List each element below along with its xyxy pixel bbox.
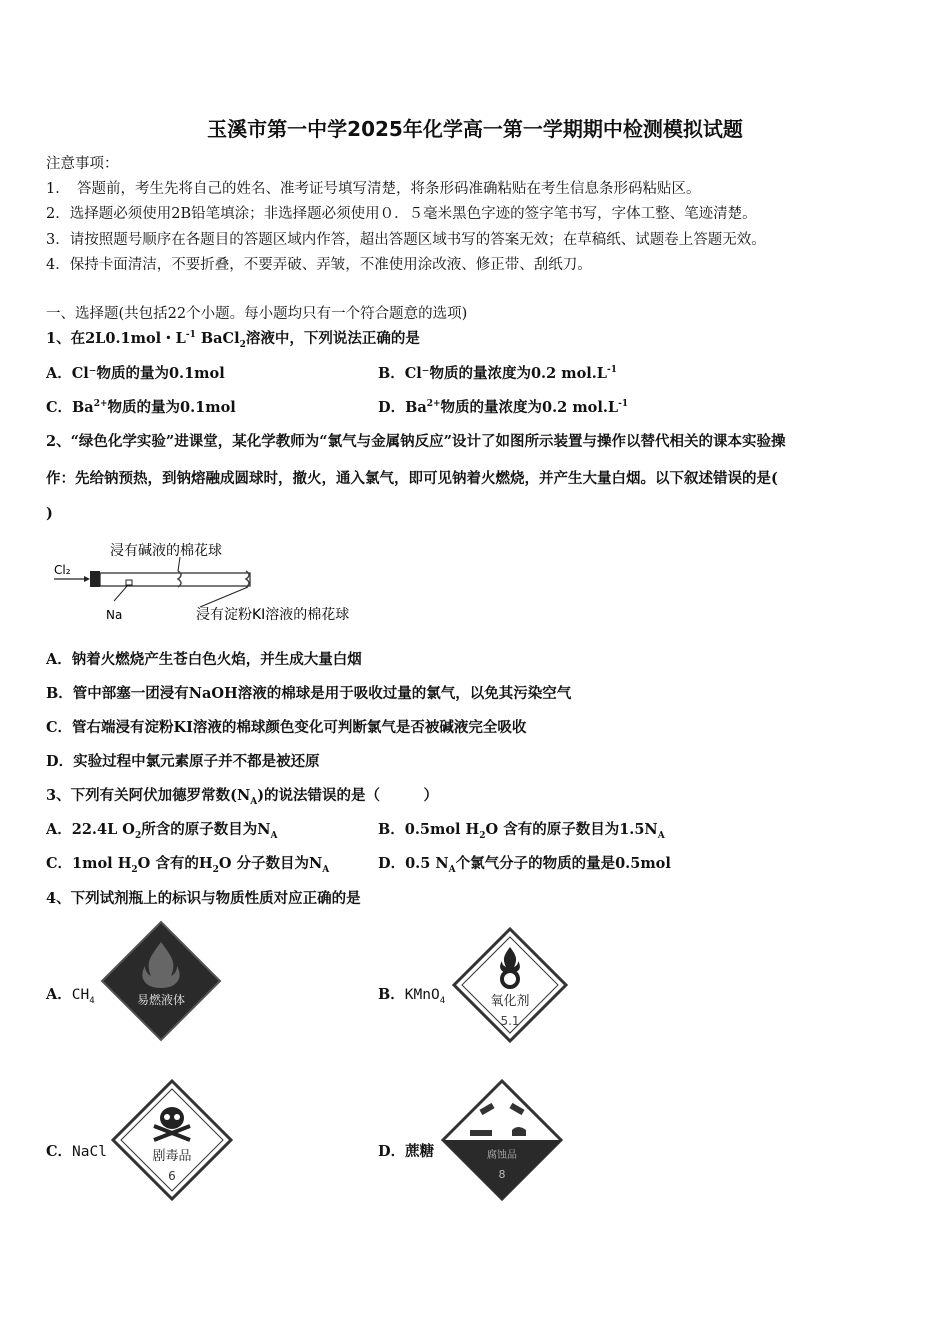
sign-c-num: 6 (168, 1169, 176, 1183)
q2-stem-line3: ) (46, 505, 53, 522)
q1-stem: 1、在2L0.1mol・$L^{-1}$ BaCl$_2$溶液中，下列说法正确的是 (46, 330, 420, 350)
surface-icon (470, 1130, 492, 1136)
q2-option-a: A．钠着火燃烧产生苍白色火焰，并生成大量白烟 (46, 651, 362, 668)
q3-option-b: B．0.5mol $H_2O$ 含有的原子数目为$1.5N_A$ (378, 821, 665, 841)
q3-option-d: D．0.5 $N_A$个氯气分子的物质的量是0.5mol (378, 855, 671, 875)
sodium-piece (126, 580, 132, 585)
page-title: 玉溪市第一中学2025年化学高一第一学期期中检测模拟试题 (207, 117, 743, 141)
toxic-sign (110, 1078, 234, 1202)
notice-heading: 注意事项： (46, 156, 119, 172)
oxidizer-sign (450, 925, 570, 1045)
sign-d-text: 腐蚀品 (487, 1150, 517, 1161)
q2-option-d: D．实验过程中氯元素原子并不都是被还原 (46, 753, 320, 770)
q3-option-c: C．1mol $H_2O$ 含有的$H_2O$ 分子数目为$N_A$ (46, 855, 330, 875)
notice-item-3: 3．请按照题号顺序在各题目的答题区域内作答，超出答题区域书写的答案无效；在草稿纸、试题卷上答题无效。 (46, 232, 766, 248)
skull-icon (160, 1107, 184, 1129)
label-bottom: 浸有淀粉KI溶液的棉花球 (196, 607, 350, 623)
q2-option-c: C．管右端浸有淀粉KI溶液的棉球颜色变化可判断氯气是否被碱液完全吸收 (46, 719, 527, 736)
label-top: 浸有碱液的棉花球 (110, 543, 222, 559)
notice-item-1: 1． 答题前，考生先将自己的姓名、准考证号填写清楚，将条形码准确粘贴在考生信息条形码粘贴区。 (46, 181, 701, 197)
q1-option-d: D．$Ba^{2+}$物质的量浓度为0.2 $mol.L^{-1}$ (378, 399, 629, 416)
corrosive-sign (440, 1078, 564, 1202)
q4-option-a: A．$CH_4$ (46, 986, 95, 1006)
leader-top (178, 557, 180, 571)
q4-option-b: B．KMnO$_4$ (378, 986, 446, 1006)
q1-option-c: C．$Ba^{2+}$物质的量为0.1mol (46, 399, 236, 416)
q2-option-b: B．管中部塞一团浸有NaOH溶液的棉球是用于吸收过量的氯气，以免其污染空气 (46, 685, 572, 702)
flammable-liquid-sign (100, 920, 222, 1042)
q4-option-d: D．蔗糖 (378, 1143, 435, 1160)
q3-stem: 3、下列有关阿伏加德罗常数$(N_A)$的说法错误的是（ ） (46, 787, 439, 807)
na-label: Na (106, 608, 123, 622)
sign-d-num: 8 (498, 1168, 506, 1181)
sign-b-text: 氧化剂 (490, 994, 530, 1009)
apparatus-diagram (50, 535, 380, 630)
sign-b-num: 5.1 (500, 1014, 520, 1028)
arrow-head (84, 576, 90, 582)
leader-na (114, 585, 128, 601)
sign-a-text: 易燃液体 (136, 993, 186, 1007)
q1-option-a: A．Cl⁻物质的量为0.1mol (46, 365, 225, 382)
cl2-label: Cl₂ (54, 563, 71, 577)
notice-item-2: 2．选择题必须使用2B铅笔填涂；非选择题必须使用０．５毫米黑色字迹的签字笔书写，字体工整、笔迹清楚。 (46, 206, 757, 222)
q4-stem: 4、下列试剂瓶上的标识与物质性质对应正确的是 (46, 890, 361, 907)
notice-item-4: 4．保持卡面清洁，不要折叠，不要弄破、弄皱，不准使用涂改液、修正带、刮纸刀。 (46, 257, 592, 273)
section-heading: 一、选择题(共包括22个小题。每小题均只有一个符合题意的选项) (46, 306, 468, 322)
leader-bottom (200, 587, 248, 607)
glass-tube (100, 573, 250, 586)
q3-option-a: A．22.4L $O_2$所含的原子数目为$N_A$ (46, 821, 278, 841)
skull-eye-left (164, 1114, 170, 1120)
skull-eye-right (174, 1114, 180, 1120)
q1-option-b: B．Cl⁻物质的量浓度为0.2 $mol.L^{-1}$ (378, 365, 617, 382)
sign-c-text: 剧毒品 (152, 1149, 192, 1164)
q2-stem-line2: 作：先给钠预热，到钠熔融成圆球时，撤火，通入氯气，即可见钠着火燃烧，并产生大量白烟。以下叙述错误的是( (46, 470, 778, 487)
q4-option-c: C．NaCl (46, 1143, 107, 1160)
q2-stem-line1: 2、“绿色化学实验”进课堂，某化学教师为“氯气与金属钠反应”设计了如图所示装置与操作以替代相关的课本实验操 (46, 433, 786, 450)
stopper (90, 571, 100, 587)
